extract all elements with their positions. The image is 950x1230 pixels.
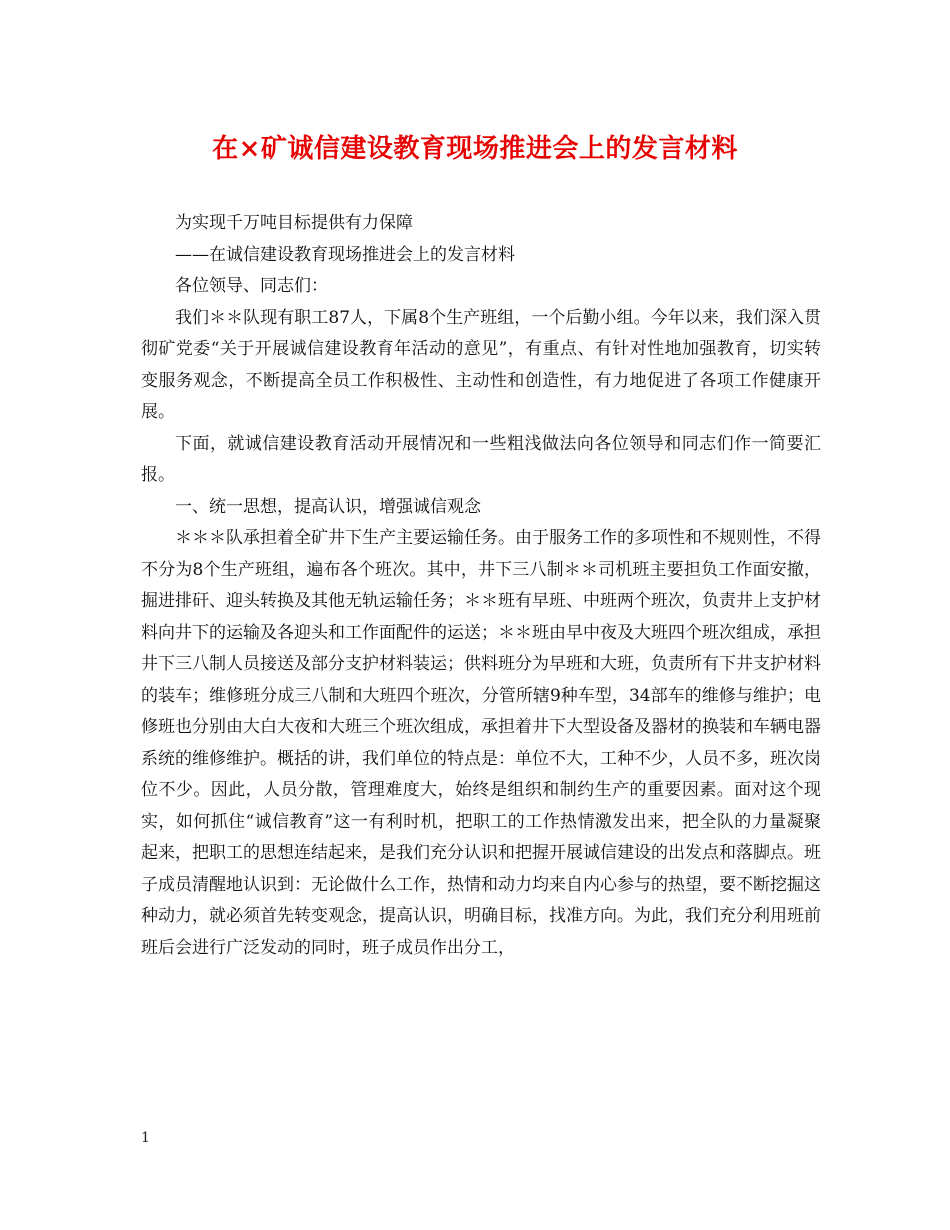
document-title: 在×矿诚信建设教育现场推进会上的发言材料 xyxy=(212,134,738,164)
paragraph-main: ＊＊＊队承担着全矿井下生产主要运输任务。由于服务工作的多项性和不规则性，不得不分为8个生产班组，遍布各个班次。其中，井下三八制＊＊司机班主要担负工作面安撤，掘进排矸、迎头转换及其他无轨运输任务；＊＊班有早班、中班两个班次，负责井上支护材料向井下的运输及各迎头和工作面配件的运送；＊＊班由早中夜及大班四个班次组成，承担井下三八制人员接送及部分支护材料装运；供料班分为早班和大班，负责所有下井支护材料的装车；维修班分成三八制和大班四个班次，分管所辖9种车型，34部车的维修与维护；电修班也分别由大白大夜和大班三个班次组成，承担着井下大型设备及器材的换装和车辆电器系统的维修维护。概括的讲，我们单位的特点是：单位不大，工种不少，人员不多，班次岗位不少。因此，人员分散，管理难度大，始终是组织和制约生产的重要因素。面对这个现实，如何抓住“诚信教育”这一有利时机，把职工的工作热情激发出来，把全队的力量凝聚起来，把职工的思想连结起来，是我们充分认识和把握开展诚信建设的出发点和落脚点。班子成员清醒地认识到：无论做什么工作，热情和动力均来自内心参与的热望，要不断挖掘这种动力，就必须首先转变观念，提高认识，明确目标，找准方向。为此，我们充分利用班前班后会进行广泛发动的同时，班子成员作出分工， xyxy=(141,528,821,958)
subtitle-line: 为实现千万吨目标提供有力保障 xyxy=(175,213,413,233)
section-heading: 一、统一思想，提高认识，增强诚信观念 xyxy=(175,496,481,517)
page-number: 1 xyxy=(141,1130,150,1146)
paragraph-report: 下面，就诚信建设教育活动开展情况和一些粗浅做法向各位领导和同志们作一简要汇报。 xyxy=(141,433,821,485)
document-body xyxy=(141,208,821,964)
paragraph-intro: 我们＊＊队现有职工87人，下属8个生产班组，一个后勤小组。今年以来，我们深入贯彻矿党委“关于开展诚信建设教育年活动的意见”，有重点、有针对性地加强教育，切实转变服务观念，不断提高全员工作积极性、主动性和创造性，有力地促进了各项工作健康开展。 xyxy=(141,307,821,422)
salutation: 各位领导、同志们： xyxy=(175,276,328,296)
subtitle-dash-line: ——在诚信建设教育现场推进会上的发言材料 xyxy=(175,244,515,265)
